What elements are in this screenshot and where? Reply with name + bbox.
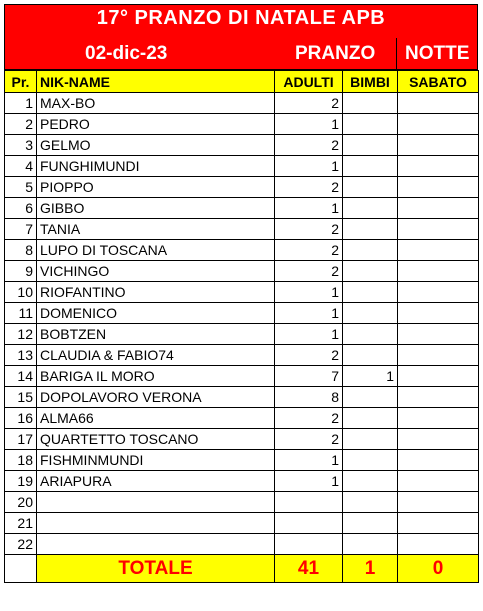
sabato-cell[interactable] bbox=[398, 450, 479, 471]
adulti-cell[interactable]: 2 bbox=[275, 429, 343, 450]
nikname-cell[interactable]: PEDRO bbox=[37, 114, 275, 135]
row-number-cell[interactable]: 2 bbox=[5, 114, 37, 135]
nikname-cell[interactable]: TANIA bbox=[37, 219, 275, 240]
adulti-cell[interactable]: 2 bbox=[275, 261, 343, 282]
row-number-cell[interactable]: 4 bbox=[5, 156, 37, 177]
table-row bbox=[5, 114, 479, 135]
nikname-cell[interactable]: DOMENICO bbox=[37, 303, 275, 324]
row-number-cell[interactable]: 18 bbox=[5, 450, 37, 471]
row-number-cell[interactable]: 11 bbox=[5, 303, 37, 324]
bimbi-cell[interactable] bbox=[343, 513, 398, 534]
bimbi-cell[interactable] bbox=[343, 387, 398, 408]
adulti-cell[interactable]: 2 bbox=[275, 177, 343, 198]
row-number-cell[interactable]: 12 bbox=[5, 324, 37, 345]
adulti-cell[interactable] bbox=[275, 492, 343, 513]
adulti-cell[interactable]: 1 bbox=[275, 303, 343, 324]
table-row bbox=[5, 534, 479, 555]
sabato-cell[interactable] bbox=[398, 408, 479, 429]
bimbi-cell[interactable]: 1 bbox=[343, 366, 398, 387]
adulti-cell[interactable]: 2 bbox=[275, 345, 343, 366]
row-number-cell[interactable]: 9 bbox=[5, 261, 37, 282]
bimbi-cell[interactable] bbox=[343, 135, 398, 156]
table-row bbox=[5, 450, 479, 471]
table-row bbox=[5, 282, 479, 303]
sabato-cell[interactable] bbox=[398, 513, 479, 534]
row-number-cell[interactable]: 21 bbox=[5, 513, 37, 534]
row-number-cell[interactable]: 10 bbox=[5, 282, 37, 303]
sabato-cell[interactable] bbox=[398, 93, 479, 114]
adulti-cell[interactable]: 1 bbox=[275, 471, 343, 492]
nikname-cell[interactable]: GELMO bbox=[37, 135, 275, 156]
bimbi-cell[interactable] bbox=[343, 177, 398, 198]
sabato-cell[interactable] bbox=[398, 387, 479, 408]
table-row bbox=[5, 387, 479, 408]
nikname-cell[interactable]: GIBBO bbox=[37, 198, 275, 219]
sabato-cell[interactable] bbox=[398, 114, 479, 135]
header-nikname[interactable]: NIK-NAME bbox=[37, 71, 275, 93]
guest-table bbox=[4, 70, 479, 583]
row-number-cell[interactable]: 13 bbox=[5, 345, 37, 366]
bimbi-cell[interactable] bbox=[343, 534, 398, 555]
bimbi-cell[interactable] bbox=[343, 345, 398, 366]
sabato-cell[interactable] bbox=[398, 303, 479, 324]
header-pr[interactable]: Pr. bbox=[5, 71, 37, 93]
sabato-cell[interactable] bbox=[398, 471, 479, 492]
table-row bbox=[5, 303, 479, 324]
sabato-cell[interactable] bbox=[398, 492, 479, 513]
adulti-cell[interactable]: 1 bbox=[275, 156, 343, 177]
sabato-cell[interactable] bbox=[398, 324, 479, 345]
bimbi-cell[interactable] bbox=[343, 408, 398, 429]
nikname-cell[interactable]: VICHINGO bbox=[37, 261, 275, 282]
row-number-cell[interactable]: 14 bbox=[5, 366, 37, 387]
sabato-cell[interactable] bbox=[398, 219, 479, 240]
totals-adulti[interactable]: 41 bbox=[275, 555, 343, 583]
title-banner bbox=[4, 4, 478, 70]
adulti-cell[interactable]: 2 bbox=[275, 408, 343, 429]
nikname-cell[interactable]: FUNGHIMUNDI bbox=[37, 156, 275, 177]
nikname-cell[interactable]: PIOPPO bbox=[37, 177, 275, 198]
bimbi-cell[interactable] bbox=[343, 492, 398, 513]
adulti-cell[interactable]: 8 bbox=[275, 387, 343, 408]
sabato-cell[interactable] bbox=[398, 261, 479, 282]
nikname-cell[interactable]: CLAUDIA & FABIO74 bbox=[37, 345, 275, 366]
adulti-cell[interactable]: 2 bbox=[275, 219, 343, 240]
bimbi-cell[interactable] bbox=[343, 198, 398, 219]
row-number-cell[interactable]: 7 bbox=[5, 219, 37, 240]
sabato-cell[interactable] bbox=[398, 177, 479, 198]
table-row bbox=[5, 324, 479, 345]
table-row bbox=[5, 93, 479, 114]
nikname-cell[interactable]: ALMA66 bbox=[37, 408, 275, 429]
column-header-row bbox=[5, 71, 479, 93]
banner-divider bbox=[396, 38, 397, 71]
nikname-cell[interactable] bbox=[37, 513, 275, 534]
nikname-cell[interactable] bbox=[37, 492, 275, 513]
bimbi-cell[interactable] bbox=[343, 282, 398, 303]
table-row bbox=[5, 429, 479, 450]
adulti-cell[interactable] bbox=[275, 513, 343, 534]
adulti-cell[interactable] bbox=[275, 534, 343, 555]
adulti-cell[interactable]: 1 bbox=[275, 282, 343, 303]
pranzo-heading[interactable]: PRANZO bbox=[295, 43, 376, 64]
header-adulti[interactable]: ADULTI bbox=[275, 71, 343, 93]
row-number-cell[interactable]: 3 bbox=[5, 135, 37, 156]
adulti-cell[interactable]: 2 bbox=[275, 240, 343, 261]
totals-row bbox=[5, 555, 479, 583]
bimbi-cell[interactable] bbox=[343, 240, 398, 261]
totals-blank-cell[interactable] bbox=[5, 555, 37, 583]
row-number-cell[interactable]: 6 bbox=[5, 198, 37, 219]
bimbi-cell[interactable] bbox=[343, 261, 398, 282]
totals-bimbi[interactable]: 1 bbox=[343, 555, 398, 583]
table-row bbox=[5, 240, 479, 261]
row-number-cell[interactable]: 5 bbox=[5, 177, 37, 198]
table-row bbox=[5, 156, 479, 177]
nikname-cell[interactable] bbox=[37, 534, 275, 555]
bimbi-cell[interactable] bbox=[343, 156, 398, 177]
sabato-cell[interactable] bbox=[398, 135, 479, 156]
table-row bbox=[5, 345, 479, 366]
sabato-cell[interactable] bbox=[398, 156, 479, 177]
totals-label[interactable]: TOTALE bbox=[37, 555, 275, 583]
table-row bbox=[5, 492, 479, 513]
sabato-cell[interactable] bbox=[398, 198, 479, 219]
row-number-cell[interactable]: 15 bbox=[5, 387, 37, 408]
row-number-cell[interactable]: 19 bbox=[5, 471, 37, 492]
bimbi-cell[interactable] bbox=[343, 450, 398, 471]
sabato-cell[interactable] bbox=[398, 429, 479, 450]
adulti-cell[interactable]: 7 bbox=[275, 366, 343, 387]
nikname-cell[interactable]: QUARTETTO TOSCANO bbox=[37, 429, 275, 450]
row-number-cell[interactable]: 1 bbox=[5, 93, 37, 114]
bimbi-cell[interactable] bbox=[343, 93, 398, 114]
table-row bbox=[5, 198, 479, 219]
row-number-cell[interactable]: 20 bbox=[5, 492, 37, 513]
nikname-cell[interactable]: MAX-BO bbox=[37, 93, 275, 114]
nikname-cell[interactable]: BOBTZEN bbox=[37, 324, 275, 345]
header-bimbi[interactable]: BIMBI bbox=[343, 71, 398, 93]
row-number-cell[interactable]: 17 bbox=[5, 429, 37, 450]
row-number-cell[interactable]: 8 bbox=[5, 240, 37, 261]
table-row bbox=[5, 177, 479, 198]
nikname-cell[interactable]: FISHMINMUNDI bbox=[37, 450, 275, 471]
row-number-cell[interactable]: 22 bbox=[5, 534, 37, 555]
table-row bbox=[5, 513, 479, 534]
table-row bbox=[5, 471, 479, 492]
nikname-cell[interactable]: BARIGA IL MORO bbox=[37, 366, 275, 387]
sabato-cell[interactable] bbox=[398, 534, 479, 555]
nikname-cell[interactable]: ARIAPURA bbox=[37, 471, 275, 492]
event-date[interactable]: 02-dic-23 bbox=[85, 43, 168, 64]
sabato-cell[interactable] bbox=[398, 345, 479, 366]
sabato-cell[interactable] bbox=[398, 240, 479, 261]
adulti-cell[interactable]: 1 bbox=[275, 198, 343, 219]
bimbi-cell[interactable] bbox=[343, 303, 398, 324]
header-sabato[interactable]: SABATO bbox=[398, 71, 479, 93]
sabato-cell[interactable] bbox=[398, 366, 479, 387]
nikname-cell[interactable]: LUPO DI TOSCANA bbox=[37, 240, 275, 261]
adulti-cell[interactable]: 1 bbox=[275, 450, 343, 471]
sabato-cell[interactable] bbox=[398, 282, 479, 303]
adulti-cell[interactable]: 1 bbox=[275, 324, 343, 345]
adulti-cell[interactable]: 2 bbox=[275, 135, 343, 156]
nikname-cell[interactable]: DOPOLAVORO VERONA bbox=[37, 387, 275, 408]
notte-heading[interactable]: NOTTE bbox=[405, 43, 470, 64]
adulti-cell[interactable]: 2 bbox=[275, 93, 343, 114]
bimbi-cell[interactable] bbox=[343, 429, 398, 450]
table-row bbox=[5, 135, 479, 156]
bimbi-cell[interactable] bbox=[343, 471, 398, 492]
table-row bbox=[5, 219, 479, 240]
totals-sabato[interactable]: 0 bbox=[398, 555, 479, 583]
table-row bbox=[5, 366, 479, 387]
table-row bbox=[5, 408, 479, 429]
bimbi-cell[interactable] bbox=[343, 324, 398, 345]
bimbi-cell[interactable] bbox=[343, 219, 398, 240]
adulti-cell[interactable]: 1 bbox=[275, 114, 343, 135]
table-row bbox=[5, 261, 479, 282]
bimbi-cell[interactable] bbox=[343, 114, 398, 135]
nikname-cell[interactable]: RIOFANTINO bbox=[37, 282, 275, 303]
sheet-title[interactable]: 17° PRANZO DI NATALE APB bbox=[96, 7, 386, 29]
row-number-cell[interactable]: 16 bbox=[5, 408, 37, 429]
